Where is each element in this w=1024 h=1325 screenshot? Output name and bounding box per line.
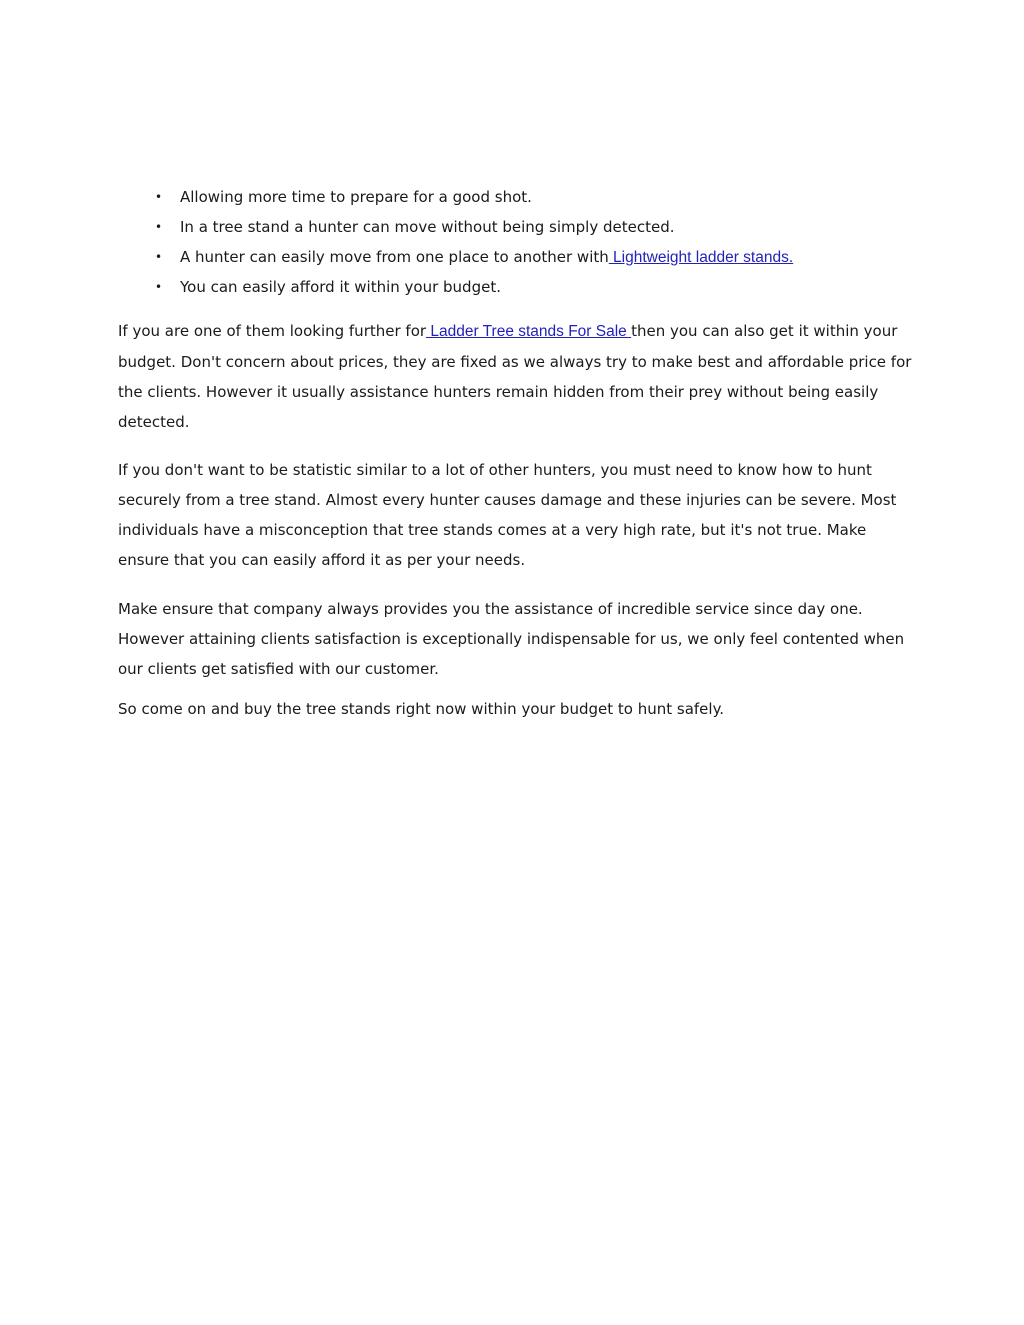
- paragraph-closing: So come on and buy the tree stands right now within your budget to hunt safely.: [118, 700, 725, 718]
- list-item-text: A hunter can easily move from one place to another with: [180, 248, 609, 266]
- bullet-icon: •: [155, 220, 163, 234]
- paragraph-text: If you are one of them looking further for: [118, 322, 427, 340]
- paragraph-ladder-stands: [118, 316, 918, 437]
- bullet-icon: •: [155, 280, 163, 294]
- bullet-icon: •: [155, 250, 163, 264]
- ladder-tree-stands-for-sale-link[interactable]: Ladder Tree stands For Sale: [426, 323, 632, 340]
- list-item-text: In a tree stand a hunter can move without being simply detected.: [180, 218, 675, 236]
- list-item: [150, 184, 930, 214]
- list-item: [150, 214, 930, 244]
- list-item-text: Allowing more time to prepare for a good shot.: [180, 188, 532, 206]
- lightweight-ladder-stands-link[interactable]: Lightweight ladder stands.: [608, 249, 794, 266]
- bullet-icon: •: [155, 190, 163, 204]
- paragraph-text: then you can also get it within your budget. Don't concern about prices, they are fixed as we always try to make best and affordable price for the clients. However it usually assistance hunters remain hidden from their prey without being easily detected.: [118, 322, 912, 431]
- list-item: [150, 244, 930, 274]
- paragraph-service: Make ensure that company always provides you the assistance of incredible service since day one. However attaining clients satisfaction is exceptionally indispensable for us, we only feel contented when our clients get satisfied with our customer.: [118, 600, 905, 678]
- benefits-list: [150, 184, 930, 304]
- paragraph-hunt-securely: If you don't want to be statistic similar to a lot of other hunters, you must need to know how to hunt securely from a tree stand. Almost every hunter causes damage and these injuries can be severe. Most individuals have a misconception that tree stands comes at a very high rate, but it's not true. Make ensure that you can easily afford it as per your needs.: [118, 461, 897, 569]
- list-item-text: You can easily afford it within your budget.: [180, 278, 501, 296]
- list-item: [150, 274, 930, 304]
